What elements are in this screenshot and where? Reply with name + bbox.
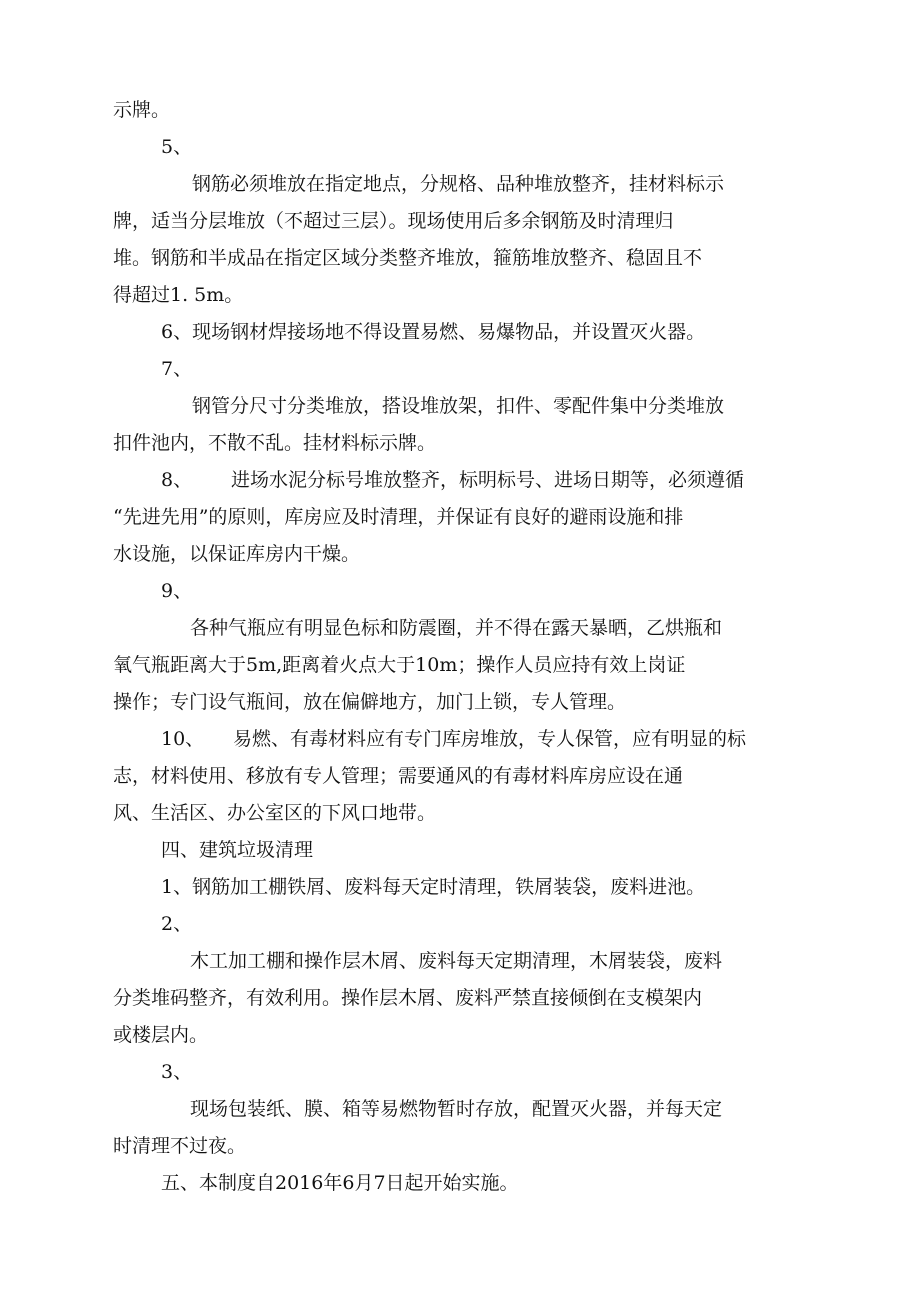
text-line: 志，材料使用、移放有专人管理；需要通风的有毒材料库房应设在通 — [113, 765, 684, 787]
text-line: 水设施，以保证库房内干燥。 — [113, 543, 361, 565]
text-line: 分类堆码整齐，有效利用。操作层木屑、废料严禁直接倾倒在支模架内 — [113, 987, 703, 1009]
text-line: 堆。钢筋和半成品在指定区域分类整齐堆放，箍筋堆放整齐、稳固且不 — [113, 247, 703, 269]
text-line: 得超过1. 5m。 — [113, 284, 244, 306]
item-number: 3、 — [161, 1061, 193, 1083]
text-line: 操作；专门设气瓶间，放在偏僻地方，加门上锁，专人管理。 — [113, 691, 627, 713]
item-number: 9、 — [161, 580, 193, 602]
text-line: 木工加工棚和操作层木屑、废料每天定期清理，木屑装袋，废料 — [190, 950, 723, 972]
text-line: 1、钢筋加工棚铁屑、废料每天定时清理，铁屑装袋，废料进池。 — [161, 876, 706, 898]
text-line: 扣件池内，不散不乱。挂材料标示牌。 — [113, 432, 437, 454]
text-line: 或楼层内。 — [113, 1024, 209, 1046]
text-line: 现场包装纸、膜、箱等易燃物暂时存放，配置灭火器，并每天定 — [190, 1098, 723, 1120]
text-line: 氧气瓶距离大于5m,距离着火点大于10m；操作人员应持有效上岗证 — [113, 654, 686, 676]
text-line: 钢管分尺寸分类堆放，搭设堆放架，扣件、零配件集中分类堆放 — [192, 395, 725, 417]
text-line: 风、生活区、办公室区的下风口地带。 — [113, 802, 437, 824]
item-number: 2、 — [161, 913, 193, 935]
item-number: 10、 — [161, 728, 205, 750]
section-heading: 五、本制度自2016年6月7日起开始实施。 — [161, 1172, 519, 1194]
text-line: 示牌。 — [113, 99, 171, 121]
text-line: 进场水泥分标号堆放整齐，标明标号、进场日期等，必须遵循 — [231, 469, 745, 491]
item-number: 5、 — [161, 136, 193, 158]
text-line: “先进先用”的原则，库房应及时清理，并保证有良好的避雨设施和排 — [113, 506, 684, 528]
item-number: 7、 — [161, 358, 193, 380]
section-heading: 四、建筑垃圾清理 — [161, 839, 314, 861]
text-line: 各种气瓶应有明显色标和防震圈，并不得在露天暴晒，乙烘瓶和 — [190, 617, 723, 639]
item-number: 8、 — [161, 469, 193, 491]
text-line: 易燃、有毒材料应有专门库房堆放，专人保管，应有明显的标 — [233, 728, 747, 750]
text-line: 时清理不过夜。 — [113, 1135, 247, 1157]
text-line: 牌，适当分层堆放（不超过三层）。现场使用后多余钢筋及时清理归 — [113, 210, 674, 232]
text-line: 6、现场钢材焊接场地不得设置易燃、易爆物品，并设置灭火器。 — [161, 321, 706, 343]
text-line: 钢筋必须堆放在指定地点，分规格、品种堆放整齐，挂材料标示 — [192, 173, 725, 195]
